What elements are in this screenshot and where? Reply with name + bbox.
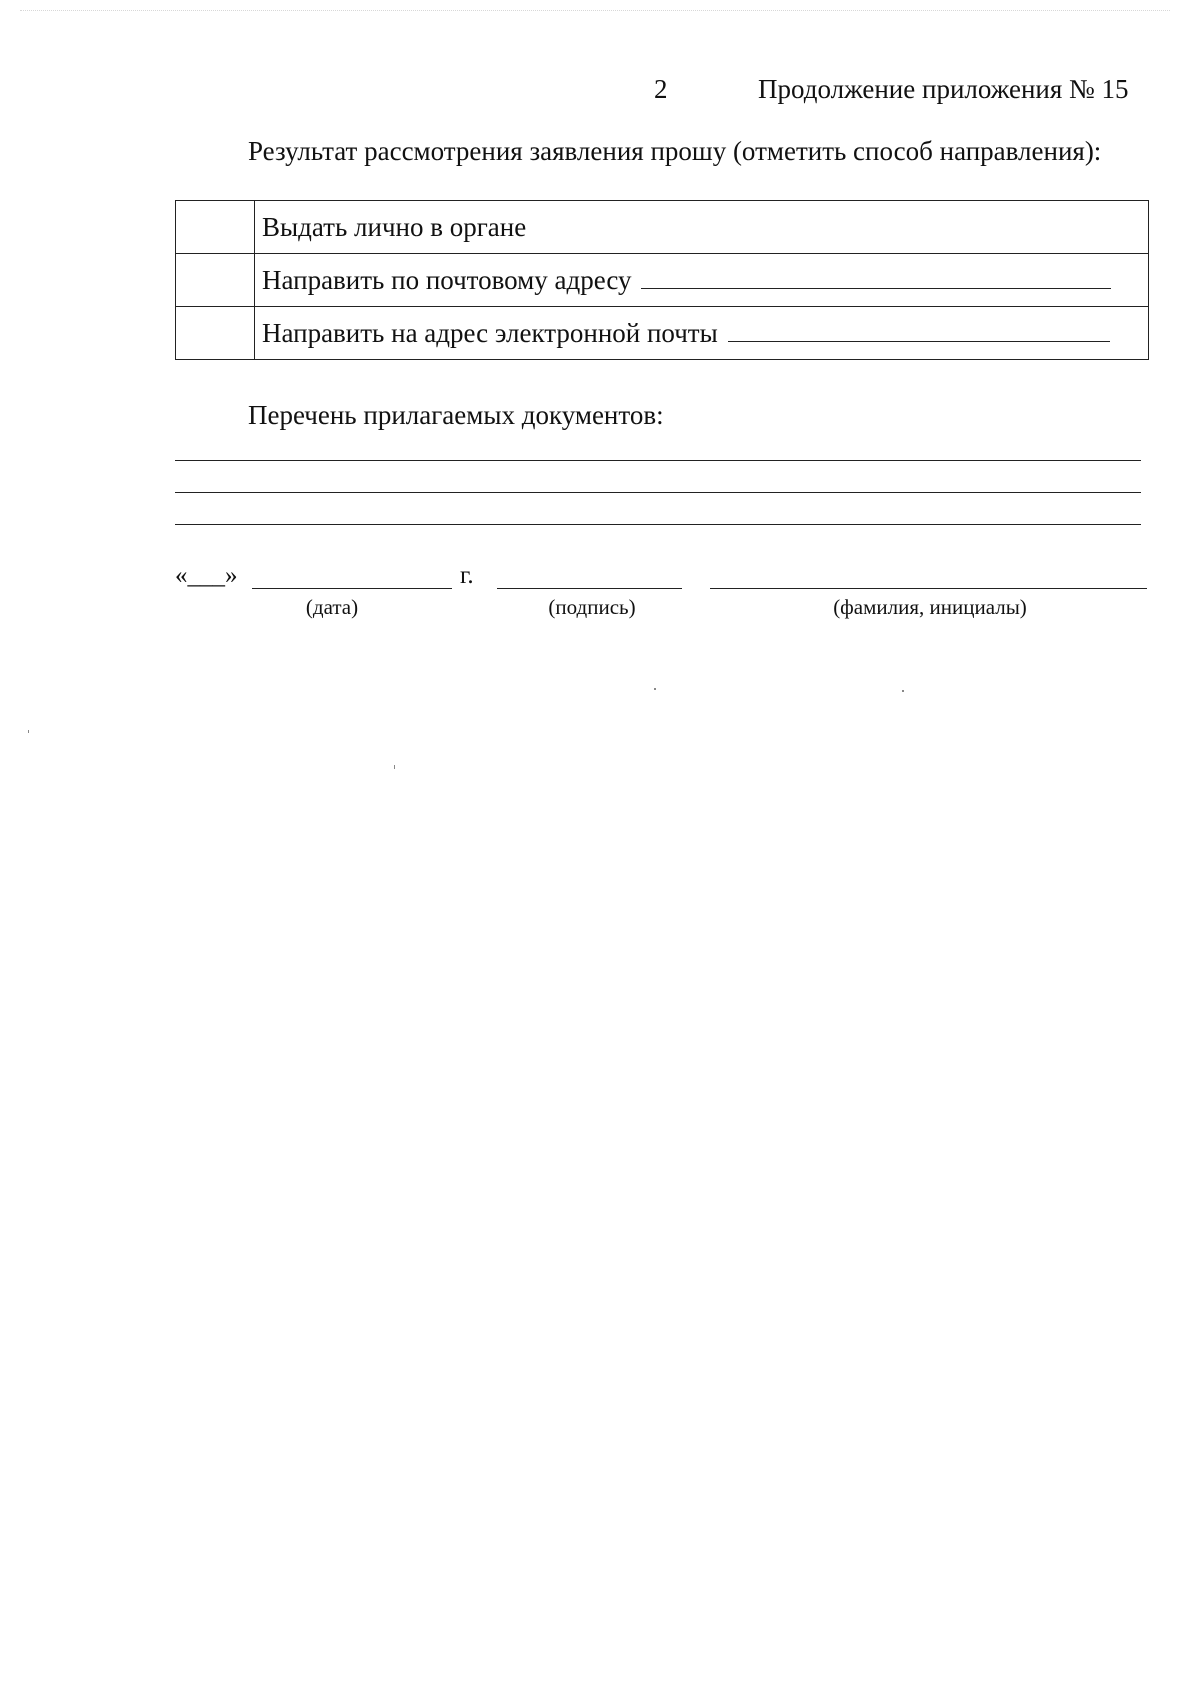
delivery-option-cell <box>255 307 1149 360</box>
delivery-option-label-postal: Направить по почтовому адресу <box>262 264 632 295</box>
delivery-option-checkbox-email[interactable] <box>176 307 255 360</box>
attached-documents-line[interactable] <box>175 492 1141 493</box>
page-number: 2 <box>654 74 668 104</box>
postal-address-field[interactable] <box>641 266 1111 289</box>
delivery-option-row <box>176 201 1149 254</box>
name-caption: (фамилия, инициалы) <box>833 595 1027 619</box>
delivery-option-row <box>176 254 1149 307</box>
delivery-option-cell <box>255 201 1149 254</box>
date-caption: (дата) <box>305 595 359 619</box>
signature-field[interactable] <box>497 588 682 589</box>
scan-speck <box>394 765 395 769</box>
day-close-quote: » <box>225 562 238 589</box>
attached-documents-line[interactable] <box>175 524 1141 525</box>
attached-documents-title: Перечень прилагаемых документов: <box>248 400 664 430</box>
appendix-title: Продолжение приложения № 15 <box>758 74 1129 104</box>
attached-documents-line[interactable] <box>175 460 1141 461</box>
date-field[interactable] <box>252 588 452 589</box>
year-suffix-wrap <box>460 562 474 590</box>
delivery-option-label-email: Направить на адрес электронной почты <box>262 317 718 348</box>
delivery-option-row <box>176 307 1149 360</box>
signature-caption: (подпись) <box>548 595 636 619</box>
email-address-field[interactable] <box>728 319 1110 342</box>
delivery-option-checkbox-in-person[interactable] <box>176 201 255 254</box>
delivery-option-label-in-person: Выдать лично в органе <box>262 211 527 242</box>
delivery-method-prompt: Результат рассмотрения заявления прошу (отметить способ направления): <box>248 136 1102 166</box>
day-open-quote: « <box>175 562 188 589</box>
delivery-options-table <box>175 200 1149 360</box>
delivery-option-cell <box>255 254 1149 307</box>
scan-speck <box>902 690 904 692</box>
year-suffix: г. <box>460 562 474 589</box>
signature-row <box>175 562 238 590</box>
full-name-field[interactable] <box>710 588 1147 589</box>
delivery-option-checkbox-postal[interactable] <box>176 254 255 307</box>
scan-edge-noise <box>20 10 1170 11</box>
day-blank: ___ <box>187 562 225 589</box>
scan-speck <box>28 730 29 733</box>
scan-speck <box>654 688 656 690</box>
